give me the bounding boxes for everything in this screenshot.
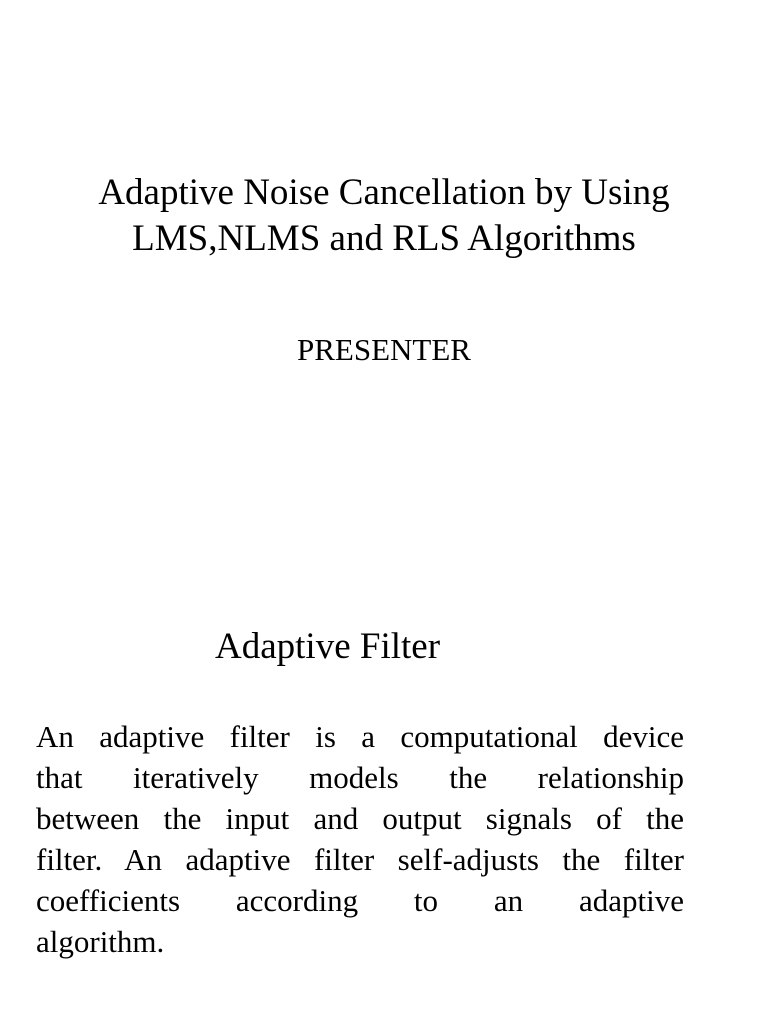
slide-title-line-1: Adaptive Noise Cancellation by Using [98,172,670,213]
paragraph-line: between the input and output signals of the [36,801,684,836]
body-paragraph [36,716,684,962]
slide-title-line-2: LMS,NLMS and RLS Algorithms [132,218,636,259]
paragraph-line: that iteratively models the relationship [36,760,684,795]
paragraph-line: filter. An adaptive filter self-adjusts the filter [36,842,684,877]
paragraph-line: An adaptive filter is a computational device [36,719,684,754]
paragraph-line: coefficients according to an adaptive [36,883,684,918]
presenter-label: PRESENTER [297,332,471,367]
section-heading: Adaptive Filter [215,626,441,667]
slide-title [0,170,768,262]
paragraph-line: algorithm. [36,924,165,959]
